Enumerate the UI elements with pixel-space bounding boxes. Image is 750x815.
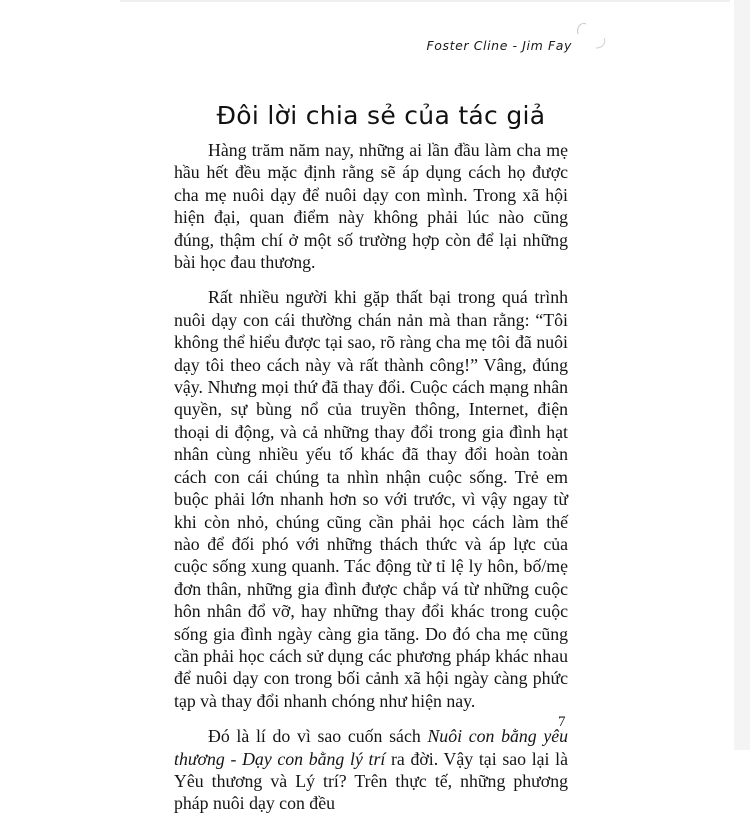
chapter-title: Đôi lời chia sẻ của tác giả <box>216 100 546 130</box>
page-number: 7 <box>558 714 566 730</box>
paragraph-3-text-before: Đó là lí do vì sao cuốn sách <box>208 726 428 747</box>
scan-corner-mark-icon <box>570 14 610 54</box>
paragraph-1: Hàng trăm năm nay, những ai lần đầu làm cha mẹ hầu hết đều mặc định rằng sẽ áp dụng cách họ được cha mẹ nuôi dạy để nuôi dạy con mình. Trong xã hội hiện đại, quan điểm này không phải lúc nào cũng đúng, thậm chí ở một số trường hợp còn để lại những bài học đau thương. <box>174 140 568 273</box>
scan-edge-line <box>120 0 730 2</box>
paragraph-3 <box>174 725 568 815</box>
body-text <box>174 139 568 815</box>
paragraph-2: Rất nhiều người khi gặp thất bại trong quá trình nuôi dạy con cái thường chán nản mà than rằng: “Tôi không thể hiểu được tại sao, rõ ràng cha mẹ tôi đã nuôi dạy tôi theo cách này và rất thành công!” Vâng, đúng vậy. Nhưng mọi thứ đã thay đổi. Cuộc cách mạng nhân quyền, sự bùng nổ của truyền thông, Internet, điện thoại di động, và cả những thay đổi trong gia đình hạt nhân cùng nhiều yếu tố khác đã thay đổi hoàn toàn cách con cái chúng ta nhìn nhận cuộc sống. Trẻ em buộc phải lớn nhanh hơn so với trước, vì vậy ngay từ khi còn nhỏ, chúng cũng cần phải học cách làm thế nào để đối phó với những thách thức và áp lực của cuộc sống xung quanh. Tác động từ tỉ lệ ly hôn, bố/mẹ đơn thân, những gia đình được chắp vá từ những cuộc hôn nhân đổ vỡ, hay những thay đổi khác trong cuộc sống gia đình ngày càng gia tăng. Do đó cha mẹ cũng cần phải học cách sử dụng các phương pháp khác nhau để nuôi dạy con trong bối cảnh xã hội ngày càng phức tạp và thay đổi nhanh chóng như hiện nay. <box>174 287 568 711</box>
paragraph-3-text-after: ra đời. Vậy tại sao lại là Yêu thương và Lý trí? Trên thực tế, những phương pháp nuôi dạy con đều <box>174 748 568 814</box>
running-header-authors: Foster Cline - Jim Fay <box>426 38 572 53</box>
book-title-italic: Nuôi con bằng yêu thương - Dạy con bằng lý trí <box>174 726 568 769</box>
scan-right-margin <box>734 0 750 750</box>
